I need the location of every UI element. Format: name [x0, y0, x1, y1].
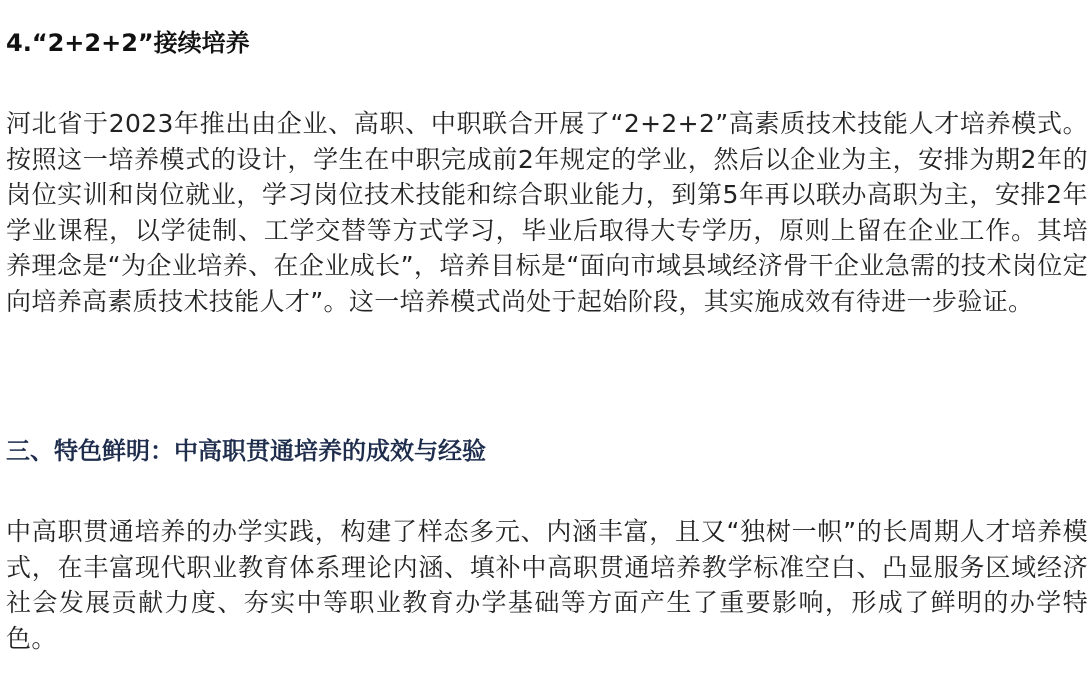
section-4-paragraph: 河北省于2023年推出由企业、高职、中职联合开展了“2+2+2”高素质技术技能人才培养模式。按照这一培养模式的设计，学生在中职完成前2年规定的学业，然后以企业为主，安排为期2年的岗位实训和岗位就业，学习岗位技术技能和综合职业能力，到第5年再以联办高职为主，安排2年学业课程，以学徒制、工学交替等方式学习，毕业后取得大专学历，原则上留在企业工作。其培养理念是“为企业培养、在企业成长”，培养目标是“面向市域县域经济骨干企业急需的技术岗位定向培养高素质技术技能人才”。这一培养模式尚处于起始阶段，其实施成效有待进一步验证。	[6, 109, 1088, 316]
section-3-paragraph: 中高职贯通培养的办学实践，构建了样态多元、内涵丰富，且又“独树一帜”的长周期人才培养模式，在丰富现代职业教育体系理论内涵、填补中高职贯通培养教学标准空白、凸显服务区域经济社会发展贡献力度、夯实中等职业教育办学基础等方面产生了重要影响，形成了鲜明的办学特色。	[6, 517, 1088, 653]
section-4-heading: 4.“2+2+2”接续培养	[6, 29, 250, 57]
section-3-heading: 三、特色鲜明：中高职贯通培养的成效与经验	[6, 437, 486, 465]
